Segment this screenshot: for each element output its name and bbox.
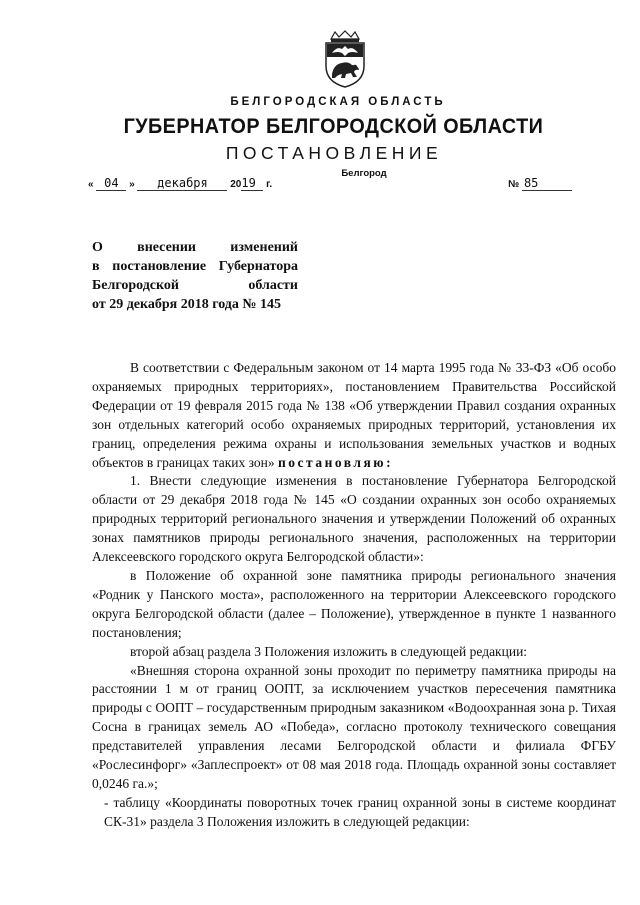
number-sign: № (508, 179, 520, 190)
clause-1-paragraph: 1. Внести следующие изменения в постановление Губернатора Белгородской области от 29 декабря 2018 года № 145 «О создании охранных зон особо охраняемых природных территорий регионального значения и утверждении Положений об охранных зонах памятников природы регионального значения, расположенных на территории Алексеевского городского округа Белгородской области»: (92, 473, 616, 565)
resolve-word: постановляю: (278, 454, 394, 470)
subject-line: О внесении изменений (92, 240, 298, 255)
decree-date (88, 176, 272, 191)
subject-line: Белгородской области (92, 278, 298, 293)
issuer-title: ГУБЕРНАТОР БЕЛГОРОДСКОЙ ОБЛАСТИ (123, 114, 544, 138)
number-value: 85 (522, 176, 572, 191)
date-close-quote: » (129, 179, 135, 190)
date-century: 20 (230, 179, 242, 190)
issue-city: Белгород (341, 168, 387, 179)
preamble-paragraph (92, 359, 616, 472)
table-paragraph: - таблицу «Координаты поворотных точек границ охранной зоны в системе координат СК-31» раздела 3 Положения изложить в следующей редакции: (104, 794, 616, 829)
document-type: ПОСТАНОВЛЕНИЕ (225, 143, 443, 163)
decree-body (92, 359, 616, 832)
date-year: 19 (241, 176, 263, 191)
decree-subject (92, 238, 298, 314)
decree-number (508, 176, 572, 191)
preamble-text: В соответствии с Федеральным законом от 14 марта 1995 года № 33-ФЗ «Об особо охраняемых природных территориях», постановлением Правительства Российской Федерации от 19 февраля 2015 года № 138 «Об утверждении Правил создания охранных зон отдельных категорий особо охраняемых природных территорий, установления их границ, определения режима охраны и использования земельных участков и водных объектов в границах таких зон» (92, 360, 616, 470)
boundary-paragraph: «Внешняя сторона охранной зоны проходит по периметру памятника природы на расстоянии 1 м от границ ООПТ, за исключением участков пересечения памятника природы с ООПТ – государственным природным заказником «Водоохранная зона р. Тихая Сосна в границах земель АО «Победа», согласно протоколу технического совещания представителей управления лесами Белгородской области и филиала ФГБУ «Рослесинфорг» «Заплеспроект» от 08 мая 2018 года. Площадь охранной зоны составляет 0,0246 га.»; (92, 662, 616, 791)
date-month: декабря (137, 176, 227, 191)
date-day: 04 (96, 176, 126, 191)
belgorod-coat-of-arms-icon (322, 30, 368, 88)
subject-line: от 29 декабря 2018 года № 145 (92, 297, 281, 312)
date-open-quote: « (88, 179, 94, 190)
subject-line: в постановление Губернатора (92, 259, 298, 274)
regulation-paragraph: в Положение об охранной зоне памятника природы регионального значения «Родник у Панского моста», расположенного на территории Алексеевского городского округа Белгородской области (далее – Положение), утвержденное в пункте 1 названного постановления; (92, 567, 616, 640)
section-3-paragraph: второй абзац раздела 3 Положения изложить в следующей редакции: (130, 643, 528, 659)
date-year-abbr: г. (266, 179, 273, 190)
region-name: БЕЛГОРОДСКАЯ ОБЛАСТЬ (230, 96, 446, 108)
